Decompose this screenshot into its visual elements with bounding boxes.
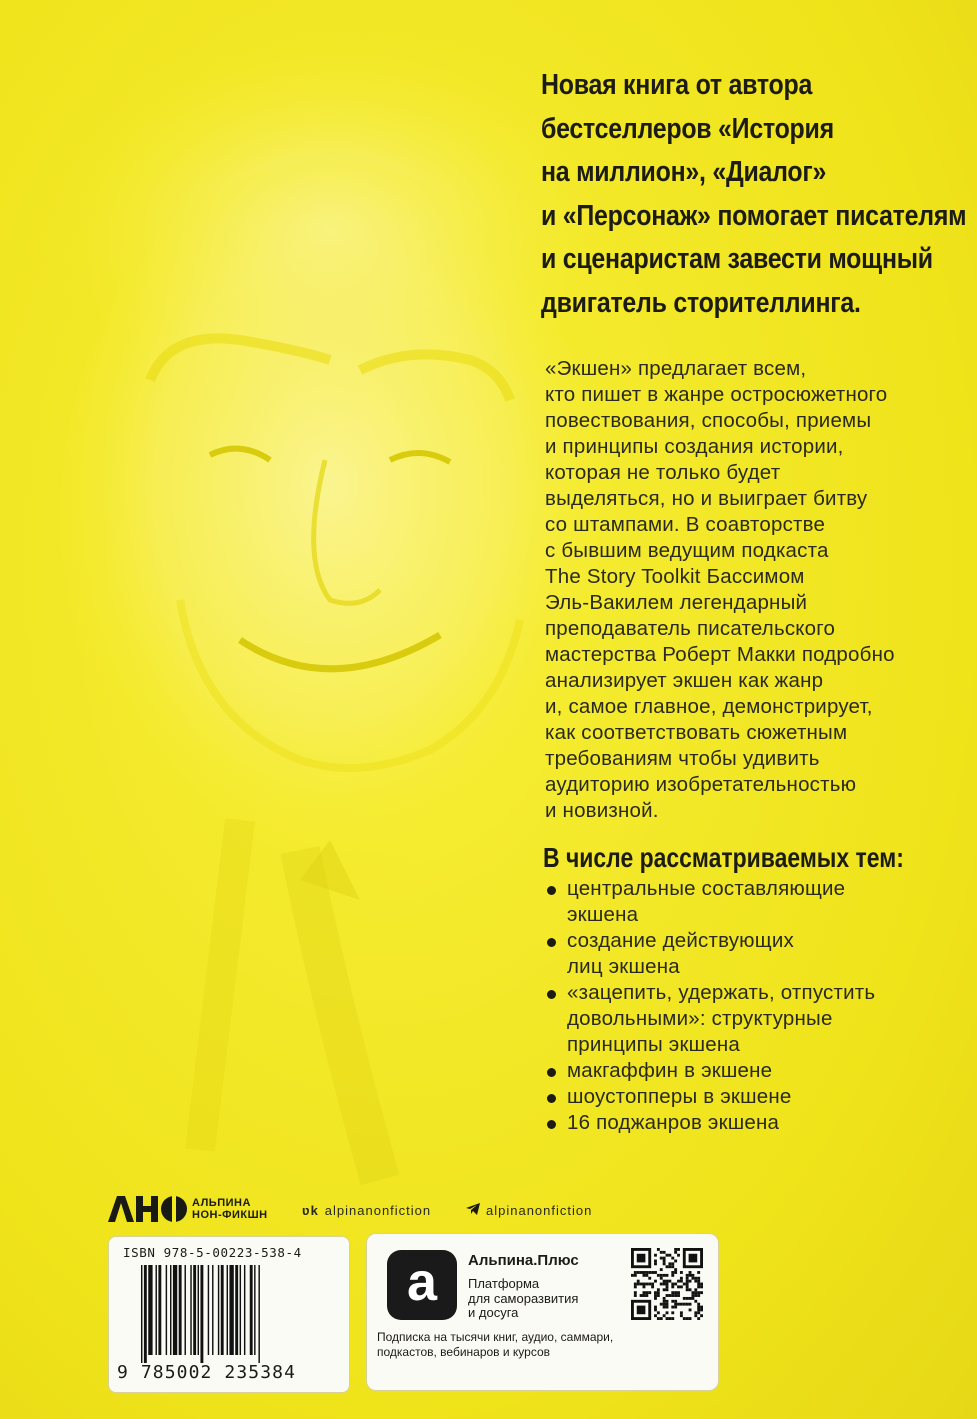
qr-module — [640, 1283, 643, 1286]
barcode-bar — [250, 1265, 253, 1355]
qr-module — [657, 1311, 660, 1314]
qr-module — [689, 1288, 692, 1291]
alpina-plus-panel — [366, 1233, 719, 1391]
qr-module — [694, 1277, 697, 1280]
qr-module — [683, 1297, 686, 1300]
qr-module — [640, 1271, 643, 1274]
qr-module — [668, 1280, 671, 1283]
qr-module — [643, 1274, 646, 1277]
qr-module — [686, 1283, 689, 1286]
qr-module — [694, 1288, 697, 1291]
qr-module — [697, 1277, 700, 1280]
barcode-bar — [144, 1265, 147, 1363]
qr-module — [697, 1283, 700, 1286]
barcode-panel — [108, 1236, 350, 1393]
qr-module — [686, 1285, 689, 1288]
qr-module — [643, 1291, 646, 1294]
qr-module — [663, 1262, 666, 1265]
book-description — [545, 356, 975, 824]
barcode-bar — [218, 1265, 219, 1355]
qr-module — [700, 1306, 703, 1309]
qr-module — [691, 1297, 694, 1300]
barcode-bars — [139, 1265, 339, 1363]
anf-logo-icon — [108, 1194, 188, 1224]
description-line: и, самое главное, демонстрирует, — [545, 695, 873, 718]
qr-module — [663, 1283, 666, 1286]
barcode-bar — [254, 1265, 255, 1355]
qr-module — [683, 1317, 686, 1320]
topic-line: центральные составляющие — [567, 877, 846, 900]
qr-module — [654, 1308, 657, 1311]
publisher-name-line: АЛЬПИНА — [192, 1197, 251, 1209]
qr-module — [660, 1283, 663, 1286]
qr-module — [654, 1260, 657, 1263]
qr-module — [663, 1297, 666, 1300]
topic-line: довольными»: структурные — [567, 1007, 833, 1030]
qr-module — [634, 1285, 637, 1288]
qr-module — [691, 1274, 694, 1277]
qr-module — [697, 1285, 700, 1288]
qr-module — [694, 1300, 697, 1303]
qr-module — [645, 1274, 648, 1277]
qr-module — [637, 1283, 640, 1286]
description-line: выделяться, но и выиграет битву — [545, 487, 868, 510]
barcode-bar — [158, 1265, 161, 1355]
qr-module — [657, 1248, 660, 1251]
qr-module — [634, 1291, 637, 1294]
alpina-plus-description — [468, 1277, 608, 1321]
qr-module — [671, 1311, 674, 1314]
qr-module — [660, 1251, 663, 1254]
qr-module — [666, 1280, 669, 1283]
topics-list — [545, 876, 965, 1136]
qr-module — [671, 1274, 674, 1277]
qr-module — [697, 1306, 700, 1309]
description-line: повествования, способы, приемы — [545, 409, 872, 432]
qr-module — [663, 1257, 666, 1260]
qr-module — [697, 1308, 700, 1311]
qr-module — [686, 1274, 689, 1277]
qr-module — [671, 1283, 674, 1286]
qr-module — [660, 1317, 663, 1320]
topic-item — [545, 1058, 965, 1084]
qr-module — [671, 1317, 674, 1320]
barcode-bar — [212, 1265, 213, 1355]
barcode-bar — [221, 1265, 224, 1355]
qr-module — [666, 1288, 669, 1291]
qr-module — [663, 1288, 666, 1291]
qr-module — [643, 1285, 646, 1288]
headline-line: Новая книга от автора — [541, 69, 813, 101]
barcode-bar — [244, 1265, 245, 1355]
qr-module — [666, 1306, 669, 1309]
barcode-bar — [193, 1265, 196, 1355]
qr-module — [645, 1294, 648, 1297]
qr-module — [634, 1271, 637, 1274]
qr-module — [677, 1303, 680, 1306]
qr-module — [666, 1303, 669, 1306]
qr-module — [668, 1265, 671, 1268]
qr-module — [645, 1291, 648, 1294]
qr-module — [671, 1262, 674, 1265]
description-line: анализирует экшен как жанр — [545, 669, 824, 692]
publisher-name-line: НОН-ФИКШН — [192, 1209, 268, 1221]
barcode-bar — [179, 1265, 182, 1355]
qr-module — [686, 1317, 689, 1320]
qr-module — [686, 1280, 689, 1283]
description-line: которая не только будет — [545, 461, 781, 484]
qr-module — [654, 1306, 657, 1309]
qr-module — [654, 1254, 657, 1257]
qr-module — [700, 1314, 703, 1317]
qr-module — [694, 1314, 697, 1317]
qr-module — [637, 1306, 646, 1315]
description-line: и принципы создания истории, — [545, 435, 844, 458]
qr-module — [674, 1260, 677, 1263]
qr-module — [677, 1248, 680, 1251]
qr-module — [654, 1297, 657, 1300]
qr-module — [700, 1291, 703, 1294]
headline-line: и сценаристам завести мощный — [541, 243, 933, 275]
topic-line: лиц экшена — [567, 955, 680, 978]
qr-module — [689, 1274, 692, 1277]
qr-module — [697, 1303, 700, 1306]
app-icon-letter: a — [406, 1252, 438, 1312]
qr-module — [677, 1254, 680, 1257]
qr-code[interactable] — [631, 1248, 703, 1320]
qr-module — [657, 1294, 660, 1297]
qr-module — [683, 1283, 686, 1286]
qr-module — [648, 1271, 651, 1274]
barcode-bar — [229, 1265, 233, 1355]
topic-item — [545, 980, 965, 1058]
description-line: аудиторию изобретательностью — [545, 773, 857, 796]
qr-module — [689, 1317, 692, 1320]
qr-module — [689, 1303, 692, 1306]
headline-line: двигатель сторителлинга. — [541, 286, 861, 319]
qr-module — [666, 1317, 669, 1320]
qr-module — [686, 1303, 689, 1306]
topic-line: 16 поджанров экшена — [567, 1111, 780, 1134]
description-line: со штампами. В соавторстве — [545, 513, 826, 536]
qr-module — [654, 1294, 657, 1297]
vk-icon: ʋk — [302, 1203, 319, 1218]
qr-module — [694, 1294, 697, 1297]
barcode-bar — [156, 1265, 157, 1355]
qr-module — [671, 1291, 674, 1294]
qr-module — [694, 1280, 697, 1283]
qr-module — [686, 1277, 689, 1280]
description-line: кто пишет в жанре остросюжетного — [545, 383, 888, 406]
description-line: как соответствовать сюжетным — [545, 721, 848, 744]
qr-module — [677, 1294, 680, 1297]
topic-item — [545, 1084, 965, 1110]
qr-module — [671, 1285, 674, 1288]
plus-desc-line: для саморазвития — [468, 1290, 579, 1306]
qr-module — [674, 1294, 677, 1297]
publisher-logo — [108, 1193, 268, 1225]
qr-module — [660, 1277, 663, 1280]
headline-line: бестселлеров «История — [541, 112, 834, 145]
qr-module — [666, 1311, 669, 1314]
vk-handle: alpinanonfiction — [324, 1203, 432, 1218]
qr-module — [680, 1303, 683, 1306]
qr-module — [660, 1268, 663, 1271]
topic-line: шоустопперы в экшене — [567, 1085, 792, 1108]
qr-module — [645, 1283, 648, 1286]
qr-module — [680, 1271, 683, 1274]
telegram-link[interactable] — [466, 1203, 592, 1218]
qr-module — [648, 1283, 651, 1286]
qr-module — [689, 1271, 692, 1274]
qr-module — [697, 1311, 700, 1314]
topic-line: принципы экшена — [567, 1033, 740, 1056]
qr-module — [691, 1294, 694, 1297]
description-line: «Экшен» предлагает всем, — [545, 357, 807, 380]
barcode-bar — [166, 1265, 167, 1355]
qr-module — [674, 1283, 677, 1286]
qr-module — [680, 1314, 683, 1317]
telegram-handle: alpinanonfiction — [486, 1203, 593, 1218]
qr-module — [648, 1277, 651, 1280]
description-line: требованиям чтобы удивить — [545, 747, 820, 770]
qr-module — [683, 1303, 686, 1306]
qr-module — [657, 1317, 660, 1320]
qr-module — [697, 1317, 700, 1320]
plus-footer-line: Подписка на тысячи книг, аудио, саммари, — [377, 1330, 614, 1344]
qr-module — [689, 1308, 692, 1311]
qr-module — [666, 1274, 669, 1277]
topic-item — [545, 876, 965, 928]
qr-module — [691, 1291, 694, 1294]
qr-module — [657, 1288, 660, 1291]
headline-line: и «Персонаж» помогает писателям — [541, 199, 967, 232]
topic-item — [545, 1110, 965, 1136]
qr-module — [648, 1291, 651, 1294]
qr-module — [671, 1306, 674, 1309]
isbn-text: ISBN 978-5-00223-538-4 — [123, 1245, 302, 1260]
qr-module — [668, 1254, 671, 1257]
qr-module — [689, 1280, 692, 1283]
qr-module — [663, 1280, 666, 1283]
qr-module — [697, 1294, 700, 1297]
qr-module — [634, 1283, 637, 1286]
qr-module — [666, 1254, 669, 1257]
qr-module — [674, 1300, 677, 1303]
qr-module — [660, 1257, 663, 1260]
barcode-bar — [240, 1265, 241, 1355]
qr-module — [680, 1311, 683, 1314]
ean-number: 9 785002 235384 — [117, 1362, 297, 1383]
alpina-plus-title: Альпина.Плюс — [468, 1252, 579, 1269]
qr-module — [663, 1260, 666, 1263]
qr-module — [657, 1274, 660, 1277]
qr-module — [671, 1257, 674, 1260]
qr-module — [686, 1288, 689, 1291]
qr-module — [697, 1271, 700, 1274]
plus-desc-line: и досуга — [468, 1305, 519, 1320]
qr-module — [700, 1285, 703, 1288]
qr-module — [660, 1303, 663, 1306]
qr-module — [645, 1271, 648, 1274]
qr-module — [634, 1294, 637, 1297]
qr-module — [640, 1294, 643, 1297]
qr-module — [674, 1271, 677, 1274]
qr-module — [674, 1306, 677, 1309]
qr-module — [643, 1294, 646, 1297]
qr-module — [686, 1297, 689, 1300]
qr-module — [689, 1297, 692, 1300]
qr-module — [666, 1294, 669, 1297]
barcode-bar — [170, 1265, 171, 1355]
qr-module — [697, 1280, 700, 1283]
qr-module — [651, 1283, 654, 1286]
subscription-note — [377, 1330, 707, 1360]
qr-module — [654, 1280, 657, 1283]
alpina-plus-app-icon — [387, 1250, 457, 1320]
qr-module — [637, 1254, 646, 1263]
qr-module — [700, 1308, 703, 1311]
qr-module — [668, 1262, 671, 1265]
barcode-bar — [208, 1265, 209, 1355]
qr-module — [654, 1262, 657, 1265]
barcode-bar — [173, 1265, 177, 1355]
qr-module — [694, 1311, 697, 1314]
barcode-bar — [258, 1265, 259, 1363]
barcode-bar — [198, 1265, 199, 1355]
qr-module — [689, 1254, 698, 1263]
description-line: и новизной. — [545, 799, 659, 822]
qr-module — [674, 1268, 677, 1271]
qr-module — [680, 1280, 683, 1283]
qr-module — [671, 1271, 674, 1274]
qr-module — [680, 1285, 683, 1288]
topic-line: макгаффин в экшене — [567, 1059, 773, 1082]
qr-module — [680, 1277, 683, 1280]
barcode-bar — [227, 1265, 228, 1355]
qr-module — [677, 1291, 680, 1294]
headline — [541, 64, 971, 325]
description-line: The Story Toolkit Бассимом — [545, 565, 805, 588]
qr-module — [668, 1317, 671, 1320]
qr-module — [671, 1265, 674, 1268]
topic-item — [545, 928, 965, 980]
plus-desc-line: Платформа — [468, 1276, 540, 1291]
qr-module — [674, 1248, 677, 1251]
qr-module — [663, 1251, 666, 1254]
barcode-bar — [185, 1265, 186, 1355]
qr-module — [671, 1300, 674, 1303]
qr-module — [694, 1291, 697, 1294]
qr-module — [666, 1300, 669, 1303]
qr-module — [668, 1294, 671, 1297]
qr-module — [657, 1291, 660, 1294]
qr-module — [674, 1303, 677, 1306]
qr-module — [677, 1285, 680, 1288]
qr-module — [654, 1291, 657, 1294]
qr-module — [651, 1285, 654, 1288]
topics-heading: В числе рассматриваемых тем: — [543, 842, 904, 873]
qr-module — [663, 1303, 666, 1306]
qr-module — [663, 1274, 666, 1277]
topic-line: создание действующих — [567, 929, 794, 952]
qr-module — [663, 1314, 666, 1317]
description-line: преподаватель писательского — [545, 617, 836, 640]
qr-module — [637, 1280, 640, 1283]
telegram-icon — [466, 1203, 480, 1218]
plus-footer-line: подкастов, вебинаров и курсов — [377, 1345, 551, 1359]
qr-module — [631, 1274, 634, 1277]
publisher-name — [192, 1197, 268, 1221]
qr-module — [643, 1283, 646, 1286]
qr-module — [700, 1283, 703, 1286]
topic-line: экшена — [567, 903, 639, 926]
qr-module — [651, 1271, 654, 1274]
qr-module — [666, 1283, 669, 1286]
qr-module — [654, 1314, 657, 1317]
barcode-bar — [200, 1265, 203, 1363]
qr-module — [643, 1271, 646, 1274]
qr-module — [637, 1271, 640, 1274]
headline-line: на миллион», «Диалог» — [541, 156, 827, 188]
qr-module — [671, 1294, 674, 1297]
qr-module — [654, 1271, 657, 1274]
description-line: с бывшим ведущим подкаста — [545, 539, 829, 562]
qr-module — [697, 1291, 700, 1294]
qr-module — [674, 1251, 677, 1254]
barcode-bar — [141, 1265, 142, 1363]
qr-module — [660, 1274, 663, 1277]
barcode-bar — [148, 1265, 152, 1355]
qr-module — [674, 1291, 677, 1294]
topic-line: «зацепить, удержать, отпустить — [567, 981, 876, 1004]
qr-module — [666, 1285, 669, 1288]
qr-module — [663, 1306, 666, 1309]
vk-link[interactable] — [302, 1203, 431, 1218]
qr-module — [666, 1265, 669, 1268]
qr-module — [634, 1274, 637, 1277]
barcode-bar — [190, 1265, 191, 1355]
qr-module — [677, 1280, 680, 1283]
description-line: мастерства Роберт Макки подробно — [545, 643, 895, 666]
qr-module — [663, 1300, 666, 1303]
qr-module — [691, 1277, 694, 1280]
barcode-bar — [235, 1265, 238, 1355]
description-line: Эль-Вакилем легендарный — [545, 591, 808, 614]
